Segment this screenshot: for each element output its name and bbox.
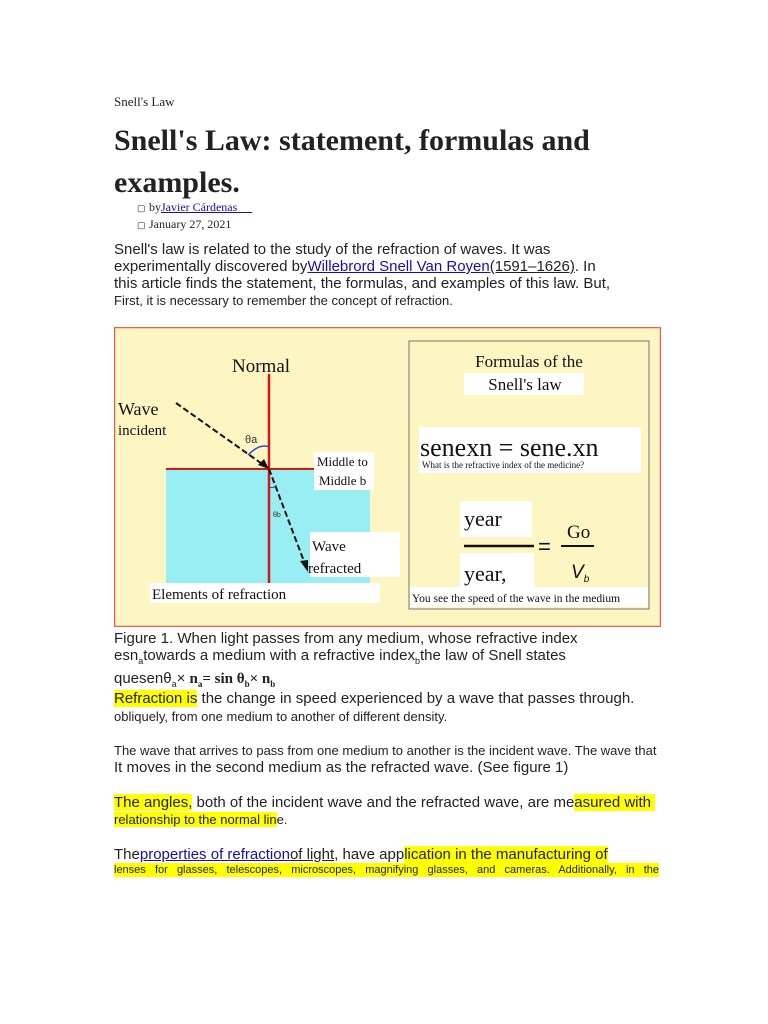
highlighted-text: lication in the manufacturing of (404, 846, 608, 863)
caption-line-2 (114, 647, 674, 670)
caption-formula-eq: = sin θ (202, 671, 245, 687)
refractive-index-note: What is the refractive index of the medicine? (422, 460, 585, 470)
highlighted-text: Refraction is (114, 690, 198, 707)
caption-subscript: b (270, 679, 276, 689)
paragraph-text: the change in speed experienced by a wave that passes through. (197, 690, 635, 707)
caption-text: the law of Snell states (420, 647, 566, 664)
highlight-tail (651, 794, 655, 811)
snell-link[interactable]: Willebrord Snell Van Royen (307, 258, 490, 275)
paragraph-text: e. (276, 812, 288, 827)
author-link[interactable]: Javier Cárdenas (161, 200, 238, 214)
caption-formula-x: × n (249, 671, 271, 687)
highlighted-text: relationship to the normal lin (114, 812, 277, 827)
by-prefix: by (149, 200, 161, 214)
wave-refracted-label-1: Wave (312, 539, 346, 555)
properties-link[interactable]: properties of refraction (139, 846, 290, 863)
author-line (137, 199, 252, 216)
caption-text: towards a medium with a refractive index (143, 647, 415, 664)
highlighted-text: lenses for glasses, telescopes, microscopes, magnifying glasses, and cameras. Additionally, in the (114, 864, 659, 876)
wave-refracted-label-2: refracted (308, 561, 362, 577)
paragraph-text: both of the incident wave and the refracted wave, are me (192, 794, 575, 811)
publish-date: January 27, 2021 (149, 217, 232, 231)
year-denominator: year, (464, 561, 507, 586)
middle-b-label: Middle b (319, 473, 367, 488)
intro-line-1: Snell's law is related to the study of the refraction of waves. It was (114, 241, 551, 258)
equals-sign: = (538, 534, 551, 559)
intro-line-4: First, it is necessary to remember the concept of refraction. (114, 293, 453, 308)
angles-line-2 (114, 811, 674, 828)
incident-line-2: It moves in the second medium as the refracted wave. (See figure 1) (114, 759, 569, 776)
caption-line-1: Figure 1. When light passes from any medium, whose refractive index (114, 630, 578, 647)
paragraph-text: The (114, 846, 140, 863)
vb-subscript: b (583, 574, 590, 585)
caption-formula-n: n (189, 671, 198, 687)
date-line (137, 216, 252, 233)
highlighted-text: The angles, (114, 794, 193, 811)
caption-text: quesenθ (114, 670, 172, 687)
theta-b-label: θb (273, 512, 281, 519)
properties-line-1 (114, 846, 674, 863)
caption-subscript: a (138, 656, 144, 666)
angles-line-1 (114, 794, 674, 811)
caption-subscript: a (197, 679, 203, 689)
normal-label: Normal (232, 356, 291, 377)
vb-letter: V (571, 562, 584, 583)
refraction-line-1 (114, 690, 674, 707)
elements-of-refraction-label: Elements of refraction (152, 587, 287, 603)
intro-line-2 (114, 258, 674, 275)
refraction-figure (114, 327, 661, 627)
highlighted-text: asured with (574, 794, 652, 811)
wave-incident-label-1: Wave (118, 399, 159, 419)
intro-text: experimentally discovered by (114, 258, 308, 275)
author-underline-tail (237, 200, 252, 214)
person-icon: ▢ (137, 203, 146, 213)
intro-line-3: this article finds the statement, the formulas, and examples of this law. But, (114, 275, 611, 292)
paragraph-text: , have app (334, 846, 405, 863)
caption-text: esn (114, 647, 139, 664)
refraction-line-2: obliquely, from one medium to another of different density. (114, 709, 448, 724)
middle-a-label: Middle to (317, 454, 368, 469)
theta-a-label: θa (245, 434, 258, 446)
wave-incident-label-2: incident (118, 423, 167, 439)
incident-line-1: The wave that arrives to pass from one medium to another is the incident wave. The wave that (114, 743, 657, 758)
caption-subscript: a (171, 679, 177, 689)
intro-text: . In (574, 258, 596, 275)
years: (1591–1626) (489, 258, 575, 275)
calendar-icon: ▢ (137, 220, 146, 230)
speed-note: You see the speed of the wave in the medium (412, 593, 621, 605)
page-title: Snell's Law: statement, formulas and examples. (114, 124, 590, 199)
caption-text: × (176, 670, 190, 687)
caption-subscript: b (244, 679, 250, 689)
year-numerator: year (464, 506, 502, 531)
go-label: Go (567, 522, 591, 543)
properties-line-2 (114, 863, 659, 877)
byline (137, 199, 252, 233)
breadcrumb[interactable]: Snell's Law (114, 94, 175, 109)
formulas-title-1: Formulas of the (475, 352, 583, 371)
paragraph-text: of light (289, 846, 335, 863)
caption-subscript: b (414, 656, 420, 666)
figure-caption (114, 630, 674, 693)
snell-formula: senexn = sene.xn (420, 433, 599, 462)
formulas-title-2: Snell's law (488, 375, 562, 394)
